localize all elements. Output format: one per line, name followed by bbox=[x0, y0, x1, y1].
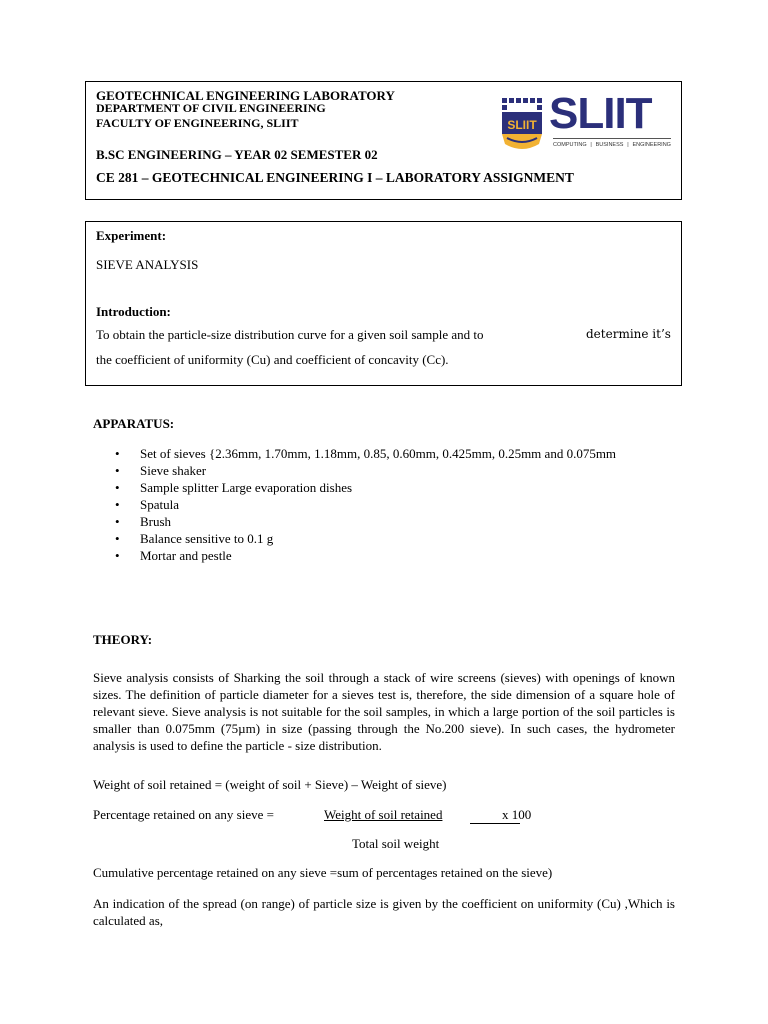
experiment-name: SIEVE ANALYSIS bbox=[96, 257, 199, 272]
theory-paragraph: Sieve analysis consists of Sharking the soil through a stack of wire screens (sieves) with openings of known sizes. The definition of particle diameter for a sieves test is, therefore, the side dimension of a square hole of relevant sieve. Sieve analysis is not suitable for the soil samples, in which a large portion of the soil particles is smaller than 0.075mm (75µm) in size (passing through the No.200 sieve). In such cases, the hydrometer analysis is used to define the particle - size distribution. bbox=[93, 670, 675, 753]
sliit-crest-icon bbox=[499, 96, 545, 152]
list-item: • Mortar and pestle bbox=[115, 548, 232, 563]
introduction-line-2: the coefficient of uniformity (Cu) and coefficient of concavity (Cc). bbox=[96, 352, 449, 367]
list-item: • Brush bbox=[115, 514, 172, 529]
cumulative-percentage: Cumulative percentage retained on any sieve =sum of percentages retained on the sieve) bbox=[93, 865, 553, 880]
percentage-numerator: Weight of soil retained bbox=[324, 807, 443, 822]
percentage-denominator: Total soil weight bbox=[352, 836, 440, 851]
course-title: CE 281 – GEOTECHNICAL ENGINEERING I – LABORATORY ASSIGNMENT bbox=[96, 170, 574, 185]
program-line: B.SC ENGINEERING – YEAR 02 SEMESTER 02 bbox=[96, 147, 378, 162]
apparatus-heading: APPARATUS: bbox=[93, 416, 175, 431]
weight-retained-formula: Weight of soil retained = (weight of soil + Sieve) – Weight of sieve) bbox=[93, 777, 447, 792]
logo-tagline: COMPUTING | BUSINESS | ENGINEERING bbox=[553, 142, 671, 148]
list-item: • Spatula bbox=[115, 497, 179, 512]
introduction-line-1: To obtain the particle-size distribution curve for a given soil sample and to bbox=[96, 327, 484, 342]
percentage-multiplier: x 100 bbox=[502, 807, 532, 822]
apparatus-list bbox=[115, 445, 675, 564]
department-name: DEPARTMENT OF CIVIL ENGINEERING bbox=[96, 101, 326, 115]
svg-text:SLIIT: SLIIT bbox=[507, 118, 537, 132]
introduction-line-1-tail: determine it’s bbox=[586, 327, 671, 341]
list-item: • Balance sensitive to 0.1 g bbox=[115, 531, 274, 546]
introduction-label: Introduction: bbox=[96, 304, 171, 319]
sliit-wordmark: SLIIT bbox=[549, 89, 652, 138]
percentage-label: Percentage retained on any sieve = bbox=[93, 807, 274, 822]
experiment-box bbox=[85, 221, 682, 386]
list-item: • Sample splitter Large evaporation dishes bbox=[115, 480, 353, 495]
sliit-logo bbox=[499, 89, 671, 158]
lab-name: GEOTECHNICAL ENGINEERING LABORATORY bbox=[96, 88, 395, 103]
experiment-label: Experiment: bbox=[96, 228, 167, 243]
list-item: • Sieve shaker bbox=[115, 463, 207, 478]
uniformity-intro: An indication of the spread (on range) of particle size is given by the coefficient on uniformity (Cu) ,Which is calculated as, bbox=[93, 896, 675, 928]
faculty-name: FACULTY OF ENGINEERING, SLIIT bbox=[96, 116, 299, 130]
theory-heading: THEORY: bbox=[93, 632, 153, 647]
list-item: • Set of sieves {2.36mm, 1.70mm, 1.18mm, 0.85, 0.60mm, 0.425mm, 0.25mm and 0.075mm bbox=[115, 446, 617, 461]
header-box bbox=[85, 81, 682, 200]
